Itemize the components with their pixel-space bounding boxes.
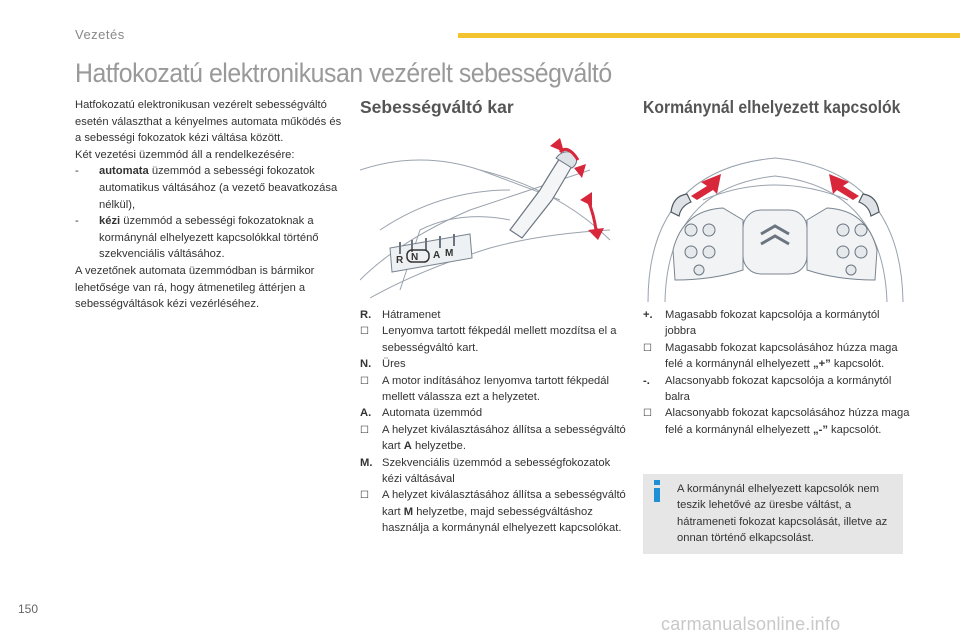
list-item [643,405,911,438]
intro-text [75,97,343,313]
item-text: Hátramenet [382,309,441,321]
item-key: -. [643,374,650,387]
bullet-text: üzemmód a sebességi fokozatok automatikus váltásához (a vezető beavatkozása nélkül), [99,165,338,211]
item-text: Szekvenciális üzemmód a sebességfokozatok kézi váltásával [382,456,611,486]
section-label: Vezetés [75,27,125,42]
item-text: A helyzet kiválasztásához állítsa a sebességváltó kart [382,489,626,518]
list-item [643,373,911,406]
gear-lever-illustration [360,130,630,302]
steering-wheel-illustration [643,130,908,302]
right-paddle-plus [859,194,879,216]
checkbox-icon: ☐ [360,490,369,502]
watermark: carmanualsonline.info [661,614,841,634]
gate-label: R [396,255,404,266]
item-text: Lenyomva tartott fékpedál mellett mozdítsa el a sebességváltó kart. [382,325,617,354]
item-text: A motor indításához lenyomva tartott fékpedál mellett válassza ezt a helyzetet. [382,374,609,404]
checkbox-icon: ☐ [643,408,652,420]
list-item [360,455,630,488]
gear-lever [510,152,577,238]
item-text: kapcsolót. [830,358,885,371]
checkbox-icon: ☐ [360,375,369,387]
item-text: helyzetbe. [411,440,466,453]
bullet-automatic [75,163,343,213]
page-title: Hatfokozatú elektronikusan vezérelt sebességváltó [75,58,612,88]
item-key: R. [360,309,372,321]
list-item [643,307,911,340]
list-item [360,323,630,356]
item-text: Automata üzemmód [382,407,483,420]
list-item [360,307,630,323]
left-paddle-minus [671,194,691,216]
item-bold: „-” [813,423,828,436]
item-text: A helyzet kiválasztásához állítsa a sebességváltó kart [382,423,626,453]
item-text: Magasabb fokozat kapcsolója a kormánytól jobbra [665,309,880,338]
paddle-arrows [691,174,859,200]
lever-heading: Sebességváltó kar [360,97,514,117]
item-bold: M [403,505,414,518]
page-number: 150 [18,602,39,616]
info-icon [650,480,664,502]
bullet-dash: - [75,165,79,178]
list-item [360,422,630,455]
gate-label: N [411,252,419,263]
item-bold: „+” [813,358,831,371]
paddles-heading: Kormánynál elhelyezett kapcsolók [643,97,901,117]
item-key: N. [360,358,372,371]
intro-paragraph-2: Két vezetési üzemmód áll a rendelkezésére: [75,148,295,161]
intro-paragraph-3: A vezetőnek automata üzemmódban is bármikor lehetősége van rá, hogy átmenetileg áttérjen a sebességváltások kézi vezérléséhez. [75,264,315,311]
item-bold: A [403,440,412,453]
bullet-manual [75,213,343,263]
list-item [360,487,630,536]
checkbox-icon: ☐ [360,326,369,338]
intro-paragraph-1: Hatfokozatú elektronikusan vezérelt sebességváltó esetén választhat a kényelmes automata működés és a sebességi fokozatok kézi váltása között. [75,99,342,145]
item-text: Magasabb fokozat kapcsolásához húzza maga felé a kormánynál elhelyezett [665,341,898,371]
item-text: Alacsonyabb fokozat kapcsolója a kormánytól balra [665,374,892,404]
item-text: Alacsonyabb fokozat kapcsolásához húzza maga felé a kormánynál elhelyezett [665,407,910,436]
checkbox-icon: ☐ [643,342,652,354]
list-item [360,405,630,421]
bullet-bold: automata [99,165,149,178]
item-text: Üres [382,358,406,371]
list-item [360,373,630,406]
checkbox-icon: ☐ [360,424,369,436]
item-key: M. [360,456,373,469]
gate-label: A [433,250,441,261]
lever-positions-list [360,307,630,537]
item-key: +. [643,309,653,321]
bullet-text: üzemmód a sebességi fokozatoknak a kormánynál elhelyezett kapcsolókkal történő szekvenciális váltásához. [99,215,319,261]
item-text: kapcsolót. [827,423,882,436]
item-text: helyzetbe, majd sebességváltáshoz használja a kormánynál elhelyezett kapcsolókat. [382,505,622,535]
bullet-bold: kézi [99,215,121,228]
gate-label: M [445,248,454,259]
item-key: A. [360,407,372,420]
bullet-dash: - [75,215,79,228]
list-item [643,340,911,373]
list-item [360,356,630,372]
paddle-list [643,307,911,438]
accent-bar [458,33,960,38]
info-text: A kormánynál elhelyezett kapcsolók nem teszik lehetővé az üresbe váltást, a hátrameneti fokozat kapcsolását, illetve az onnan történő elkapcsolást. [677,483,888,545]
gear-gate [390,234,472,272]
